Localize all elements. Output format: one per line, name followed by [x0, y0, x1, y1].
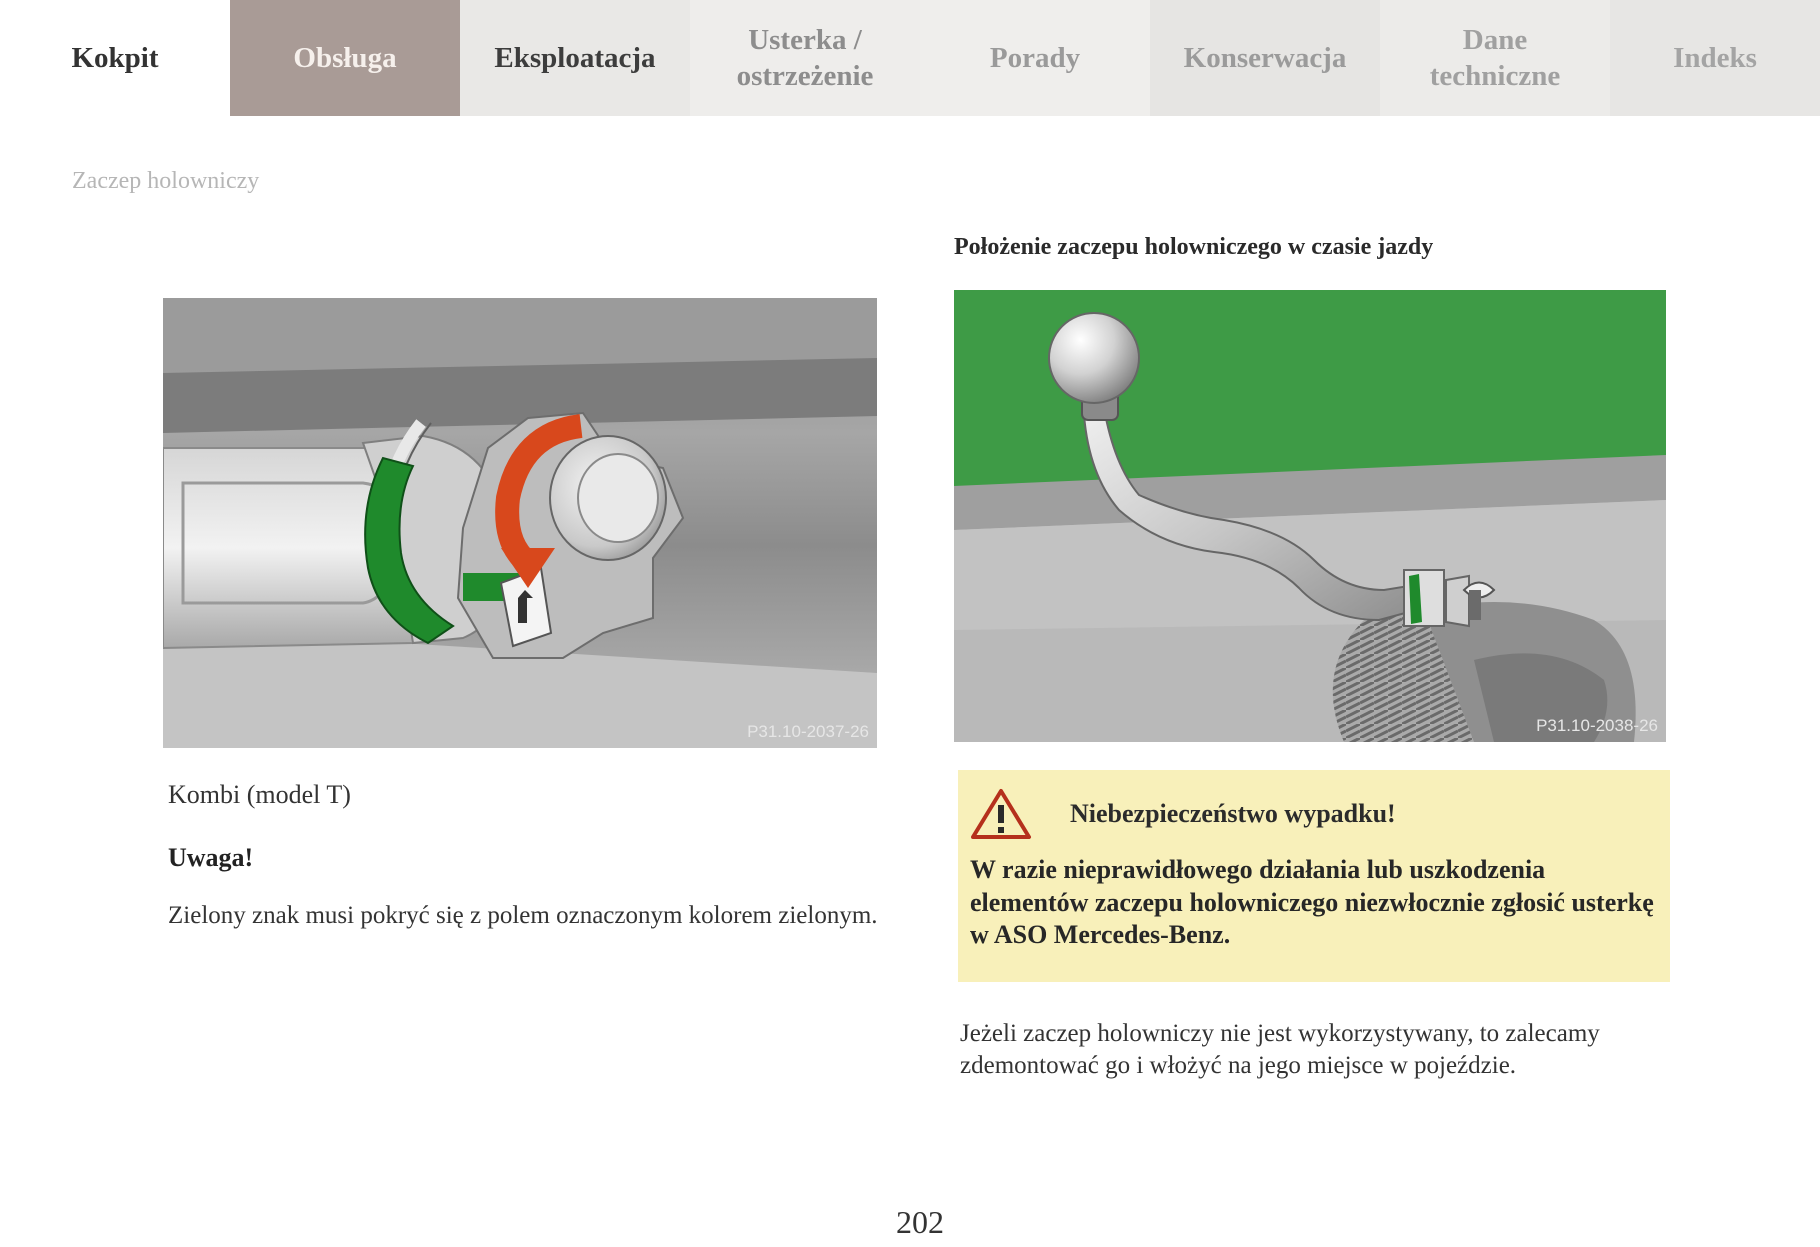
- note-body: Zielony znak musi pokryć się z polem oznaczonym kolorem zielonym.: [168, 902, 878, 929]
- figure-code: P31.10-2038-26: [1536, 716, 1658, 735]
- page-number: 202: [896, 1204, 944, 1240]
- tab-label: Konserwacja: [1183, 41, 1347, 74]
- tab-label: Eksploatacja: [494, 41, 656, 74]
- warning-header: [970, 788, 1656, 840]
- tow-hook-lock-illustration: [163, 298, 877, 748]
- right-column-heading: Położenie zaczepu holowniczego w czasie jazdy: [954, 234, 1434, 260]
- warning-box: [958, 770, 1670, 982]
- tow-hook-lock-drawing: [163, 298, 877, 748]
- tab-label: Obsługa: [293, 41, 397, 74]
- tab-usterka-ostrzezenie[interactable]: [690, 0, 920, 116]
- chapter-tabs: [0, 0, 1820, 116]
- note-title: Uwaga!: [168, 843, 254, 872]
- tab-label: Porady: [989, 41, 1081, 74]
- warning-triangle-icon: [970, 788, 1032, 840]
- warning-title: Niebezpieczeństwo wypadku!: [1070, 799, 1396, 828]
- tab-indeks[interactable]: [1610, 0, 1820, 116]
- tab-porady[interactable]: [920, 0, 1150, 116]
- section-title: Zaczep holowniczy: [72, 168, 260, 194]
- tab-kokpit[interactable]: [0, 0, 230, 116]
- warning-body: W razie nieprawidłowego działania lub uszkodzenia elementów zaczepu holowniczego niezwłocznie zgłosić usterkę w ASO Mercedes-Benz.: [970, 855, 1654, 949]
- tab-label: Usterka / ostrzeżenie: [736, 23, 874, 92]
- figure-code: P31.10-2037-26: [747, 722, 869, 741]
- tab-label: Dane techniczne: [1429, 23, 1561, 92]
- tab-dane-techniczne[interactable]: [1380, 0, 1610, 116]
- tab-obsluga[interactable]: [230, 0, 460, 116]
- tow-hook-ball-drawing: [954, 290, 1666, 742]
- tab-label: Kokpit: [71, 41, 159, 74]
- right-column-body: Jeżeli zaczep holowniczy nie jest wykorzystywany, to zalecamy zdemontować go i włożyć na jego miejsce w pojeździe.: [960, 1020, 1600, 1079]
- tab-konserwacja[interactable]: [1150, 0, 1380, 116]
- tab-label: Indeks: [1673, 41, 1757, 74]
- tab-eksploatacja[interactable]: [460, 0, 690, 116]
- tow-hook-driving-position-illustration: [954, 290, 1666, 742]
- figure-caption: Kombi (model T): [168, 780, 351, 809]
